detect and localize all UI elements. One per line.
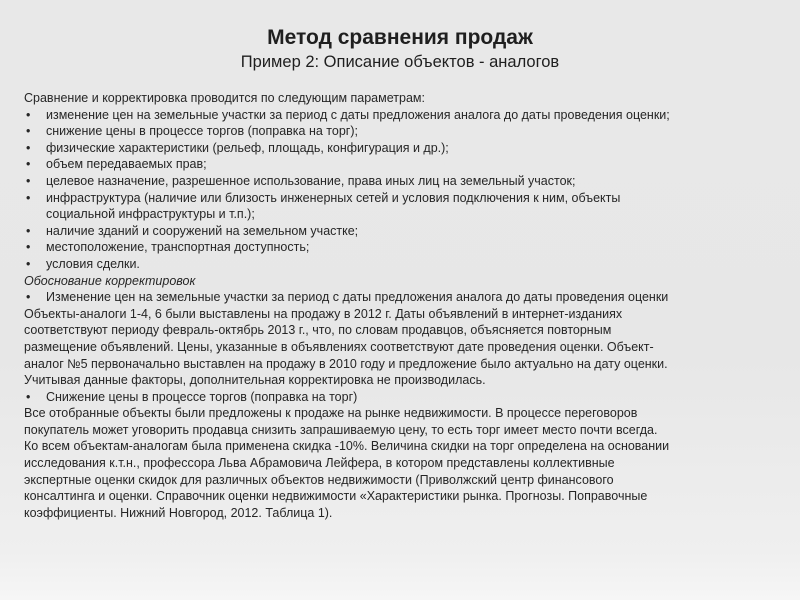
- bullet-dot: •: [26, 256, 31, 271]
- parameter-item: [24, 140, 782, 157]
- parameter-item: [24, 239, 782, 256]
- paragraph-line: экспертные оценки скидок для различных объектов недвижимости (Приволжский центр финансового: [24, 472, 614, 487]
- parameter-text: социальной инфраструктуры и т.п.);: [46, 207, 255, 222]
- bullet-dot: •: [26, 290, 31, 305]
- paragraph-line: Все отобранные объекты были предложены к продаже на рынке недвижимости. В процессе переговоров: [24, 406, 638, 421]
- paragraph-line: размещение объявлений. Цены, указанные в объявлениях соответствуют дате проведения оценки. Объект-: [24, 339, 654, 354]
- parameter-item: [24, 256, 782, 273]
- bullet-dot: •: [26, 240, 31, 255]
- parameter-text: физические характеристики (рельеф, площадь, конфигурация и др.);: [46, 140, 449, 155]
- paragraph-line: консалтинга и оценки. Справочник оценки недвижимости «Характеристики рынка. Прогнозы. Поправочные: [24, 489, 648, 504]
- slide-body: [24, 90, 782, 521]
- section-2-paragraph: [24, 405, 782, 521]
- paragraph-line: аналог №5 первоначально выставлен на продажу в 2010 году и предложение было актуально на дату оценки.: [24, 356, 668, 371]
- parameter-item: [24, 123, 782, 140]
- bullet-dot: •: [26, 190, 31, 205]
- bullet-dot: •: [26, 124, 31, 139]
- parameter-item: [24, 107, 782, 124]
- parameter-item: [24, 223, 782, 240]
- parameter-text: целевое назначение, разрешенное использование, права иных лиц на земельный участок;: [46, 173, 576, 188]
- section-2-bullet: [24, 389, 782, 406]
- section-2-title: Снижение цены в процессе торгов (поправка на торг): [46, 389, 358, 404]
- paragraph-line: Учитывая данные факторы, дополнительная корректировка не производилась.: [24, 373, 486, 388]
- slide-subtitle: Пример 2: Описание объектов - аналогов: [240, 53, 560, 71]
- bullet-dot: •: [26, 223, 31, 238]
- paragraph-line: покупатель может уговорить продавца снизить запрашиваемую цену, то есть торг имеет место почти всегда.: [24, 422, 658, 437]
- paragraph-line: соответствуют периоду февраль-октябрь 2013 г., что, по словам продавцов, объясняется повторным: [24, 323, 612, 338]
- parameter-item: [24, 156, 782, 173]
- parameter-text: местоположение, транспортная доступность;: [46, 240, 310, 255]
- parameter-text: инфраструктура (наличие или близость инженерных сетей и условия подключения к ним, объекты: [46, 190, 621, 205]
- parameter-text: объем передаваемых прав;: [46, 157, 207, 172]
- section-1-paragraph: [24, 306, 782, 389]
- bullet-dot: •: [26, 173, 31, 188]
- paragraph-line: Объекты-аналоги 1-4, 6 были выставлены на продажу в 2012 г. Даты объявлений в интернет-изданиях: [24, 306, 623, 321]
- paragraph-line: Ко всем объектам-аналогам была применена скидка -10%. Величина скидки на торг определена на основании: [24, 439, 670, 454]
- bullet-dot: •: [26, 157, 31, 172]
- paragraph-line: исследования к.т.н., профессора Льва Абрамовича Лейфера, в котором представлены коллективные: [24, 456, 615, 471]
- parameter-text: условия сделки.: [46, 256, 140, 271]
- intro-text: Сравнение и корректировка проводится по следующим параметрам:: [24, 91, 425, 105]
- bullet-dot: •: [26, 107, 31, 122]
- parameter-item: [24, 173, 782, 190]
- section-1-title: Изменение цен на земельные участки за период с даты предложения аналога до даты проведения оценки: [46, 290, 669, 305]
- parameter-text: изменение цен на земельные участки за период с даты предложения аналога до даты проведения оценки;: [46, 107, 670, 122]
- section-1-bullet: [24, 289, 782, 306]
- slide-title: Метод сравнения продаж: [267, 26, 533, 49]
- bullet-dot: •: [26, 389, 31, 404]
- bullet-dot: •: [26, 140, 31, 155]
- parameter-text: снижение цены в процессе торгов (поправка на торг);: [46, 124, 358, 139]
- justification-heading: Обоснование корректировок: [24, 273, 196, 288]
- parameter-text: наличие зданий и сооружений на земельном участке;: [46, 223, 359, 238]
- parameters-list: [24, 107, 782, 273]
- parameter-item: [24, 190, 782, 223]
- paragraph-line: коэффициенты. Нижний Новгород, 2012. Таблица 1).: [24, 505, 333, 520]
